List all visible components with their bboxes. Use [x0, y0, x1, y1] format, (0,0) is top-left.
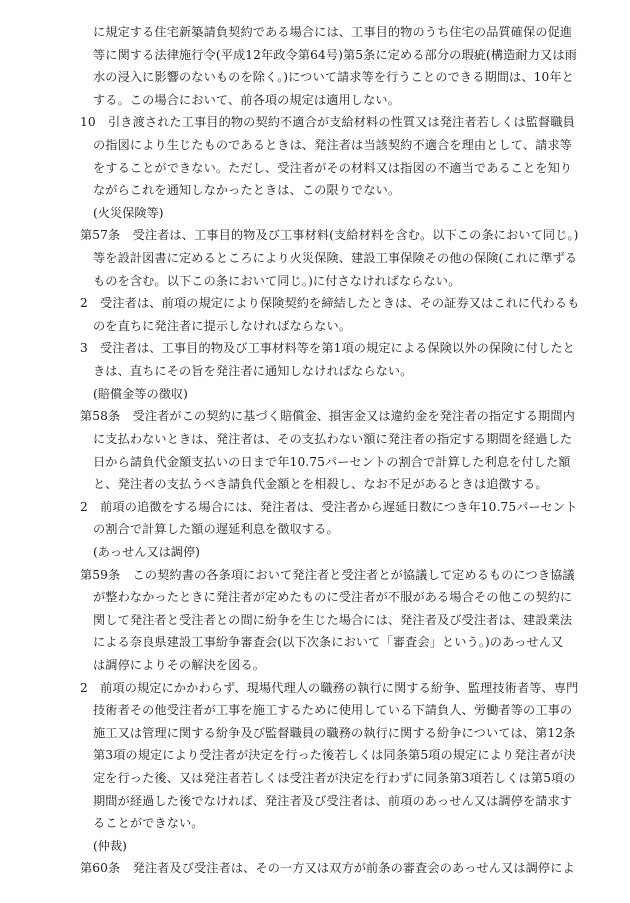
article60-heading: (仲裁): [93, 838, 127, 853]
para10-line-2: の指図により生じたものであるときは、発注者は当該契約不適合を理由として、請求等: [93, 138, 572, 153]
article58-line-3: 日から請負代金額支払いの日まで年10.75パーセントの割合で計算した利息を付した額: [93, 454, 571, 469]
article59-line-1: 第59条 この契約書の各条項において発注者と受注者とが協議して定めるものにつき協議: [80, 567, 575, 582]
article58-line-5: 2 前項の追徴をする場合には、発注者は、受注者から遅延日数につき年10.75パーセント: [80, 499, 578, 514]
continuation-line-3: 水の浸入に影響のないものを除く。)について請求等を行うことのできる期間は、10年と: [93, 70, 574, 85]
para10-line-4: ながらこれを通知しなかったときは、この限りでない。: [93, 183, 401, 198]
para10-line-1: 10 引き渡された工事目的物の契約不適合が支給材料の性質又は発注者若しくは監督職員: [80, 115, 575, 130]
article57-line-3: ものを含む。以下この条において同じ。)に付さなければならない。: [93, 273, 461, 288]
article59-line-2: が整わなかったときに発注者が定めたものに受注者が不服がある場合その他この契約に: [93, 590, 573, 605]
article59-heading: (あっせん又は調停): [93, 544, 200, 559]
article58-line-1: 第58条 受注者がこの契約に基づく賠償金、損害金又は違約金を発注者の指定する期間内: [80, 409, 575, 424]
article57-line-6: 3 受注者は、工事目的物及び工事材料等を第1項の規定による保険以外の保険に付したと: [80, 341, 575, 356]
continuation-line-4: する。この場合において、前各項の規定は適用しない。: [93, 92, 400, 107]
article59-line-7: 技術者その他受注者が工事を施工するために使用している下請負人、労働者等の工事の: [93, 703, 573, 718]
article57-line-2: 等を設計図書に定めるところにより火災保険、建設工事保険その他の保険(これに準ずる: [93, 251, 578, 266]
article57-line-5: のを直ちに発注者に提示しなければならない。: [93, 318, 352, 333]
article59-line-6: 2 前項の規定にかかわらず、現場代理人の職務の執行に関する紛争、監理技術者等、専門: [80, 680, 579, 695]
article58-heading: (賠償金等の徴収): [93, 386, 188, 401]
article57-line-1: 第57条 受注者は、工事目的物及び工事材料(支給材料を含む。以下この条において同じ。): [80, 228, 579, 243]
continuation-line-2: 等に関する法律施行令(平成12年政令第64号)第5条に定める部分の瑕疵(構造耐力又は雨: [93, 47, 577, 62]
article59-line-4: による奈良県建設工事紛争審査会(以下次条において「審査会」という。)のあっせん又: [93, 635, 564, 650]
article59-line-10: 定を行った後、又は発注者若しくは受注者が決定を行わずに同条第3項若しくは第5項の: [93, 770, 576, 785]
article58-line-2: に支払わないときは、発注者は、その支払わない額に発注者の指定する期間を経過した: [93, 431, 573, 446]
continuation-line-1: に規定する住宅新築請負契約である場合には、工事目的物のうち住宅の品質確保の促進: [93, 25, 573, 39]
article59-line-3: 関して発注者と受注者との間に紛争を生じた場合には、発注者及び受注者は、建設業法: [93, 612, 573, 627]
article59-line-12: ることができない。: [93, 816, 204, 831]
article59-line-9: 第3項の規定により受注者が決定を行った後若しくは同条第5項の規定により発注者が決: [93, 748, 576, 763]
article59-line-8: 施工又は管理に関する紛争及び監督職員の職務の執行に関する紛争については、第12条: [93, 725, 576, 740]
article59-line-5: は調停によりその解決を図る。: [93, 657, 266, 672]
para10-line-3: をすることができない。ただし、受注者がその材料又は指図の不適当であることを知り: [93, 160, 573, 175]
article57-line-7: きは、直ちにその旨を発注者に通知しなければならない。: [93, 364, 413, 379]
article57-heading: (火災保険等): [93, 205, 164, 220]
article58-line-6: の割合で計算した額の遅延利息を徴収する。: [93, 522, 339, 537]
article57-line-4: 2 受注者は、前項の規定により保険契約を締結したときは、その証券又はこれに代わるも: [80, 296, 580, 311]
article58-line-4: と、発注者の支払うべき請負代金額とを相殺し、なお不足があるときは追徴する。: [93, 477, 548, 492]
article59-line-11: 期間が経過した後でなければ、発注者及び受注者は、前項のあっせん又は調停を請求す: [93, 793, 573, 808]
article60-line-1: 第60条 発注者及び受注者は、その一方又は双方が前条の審査会のあっせん又は調停によ: [80, 861, 575, 876]
